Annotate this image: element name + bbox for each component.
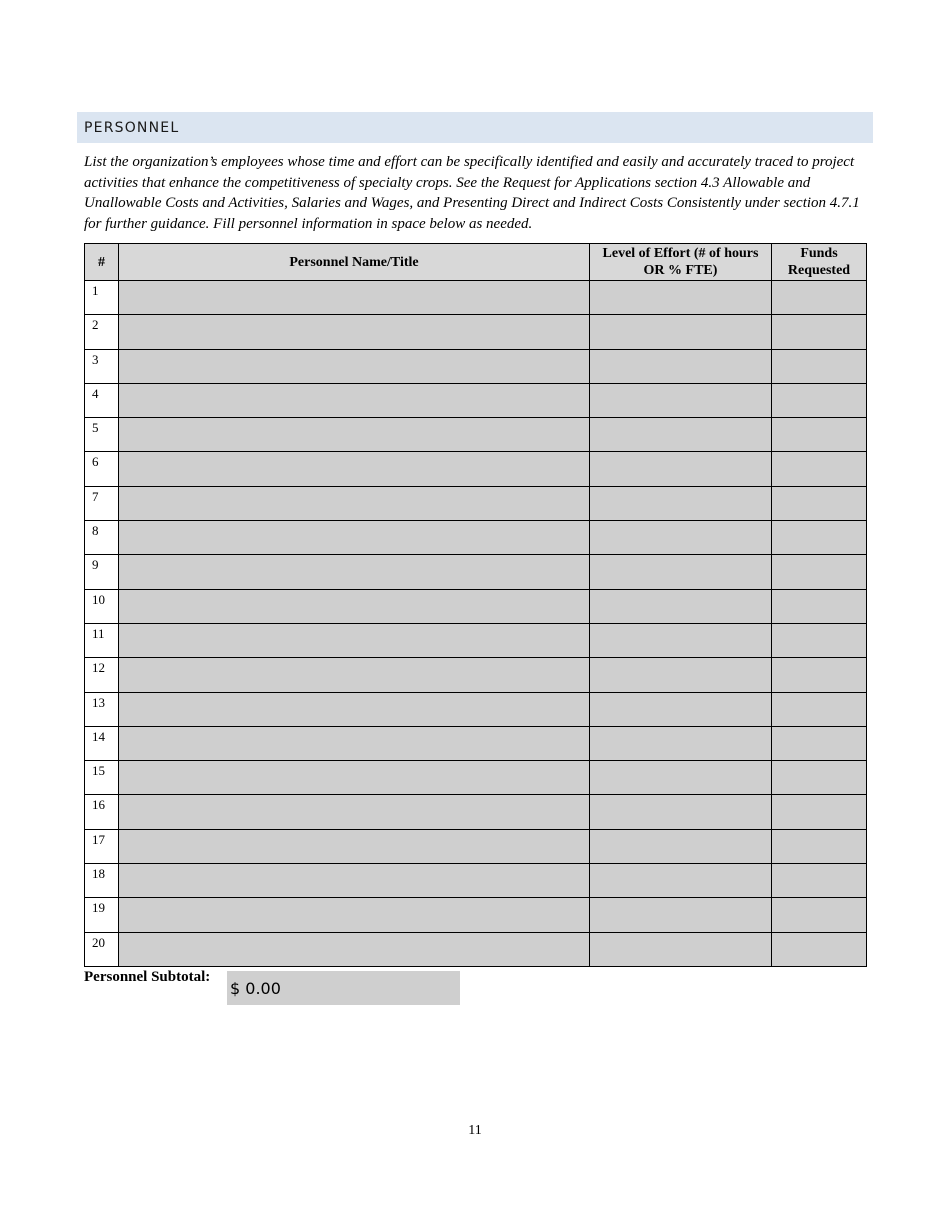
personnel-name-field[interactable] bbox=[119, 521, 590, 555]
page-number: 11 bbox=[468, 1123, 482, 1138]
personnel-name-field[interactable] bbox=[119, 315, 590, 349]
level-of-effort-field[interactable] bbox=[590, 589, 772, 623]
row-number: 16 bbox=[85, 795, 119, 829]
subtotal-field[interactable]: $ 0.00 bbox=[227, 971, 460, 1005]
table-row bbox=[85, 281, 867, 315]
table-row bbox=[85, 315, 867, 349]
level-of-effort-field[interactable] bbox=[590, 692, 772, 726]
personnel-name-field[interactable] bbox=[119, 829, 590, 863]
table-row bbox=[85, 829, 867, 863]
level-of-effort-field[interactable] bbox=[590, 864, 772, 898]
level-of-effort-field[interactable] bbox=[590, 349, 772, 383]
level-of-effort-field[interactable] bbox=[590, 658, 772, 692]
funds-requested-field[interactable] bbox=[772, 864, 867, 898]
level-of-effort-field[interactable] bbox=[590, 932, 772, 966]
funds-requested-field[interactable] bbox=[772, 589, 867, 623]
level-of-effort-field[interactable] bbox=[590, 829, 772, 863]
row-number: 15 bbox=[85, 761, 119, 795]
funds-requested-field[interactable] bbox=[772, 829, 867, 863]
personnel-name-field[interactable] bbox=[119, 281, 590, 315]
personnel-name-field[interactable] bbox=[119, 418, 590, 452]
personnel-name-field[interactable] bbox=[119, 383, 590, 417]
level-of-effort-field[interactable] bbox=[590, 795, 772, 829]
table-row bbox=[85, 658, 867, 692]
level-of-effort-field[interactable] bbox=[590, 281, 772, 315]
header-number: # bbox=[85, 244, 119, 281]
level-of-effort-field[interactable] bbox=[590, 315, 772, 349]
personnel-name-field[interactable] bbox=[119, 486, 590, 520]
funds-requested-field[interactable] bbox=[772, 692, 867, 726]
row-number: 6 bbox=[85, 452, 119, 486]
personnel-name-field[interactable] bbox=[119, 589, 590, 623]
table-row bbox=[85, 692, 867, 726]
table-row bbox=[85, 932, 867, 966]
funds-requested-field[interactable] bbox=[772, 623, 867, 657]
table-row bbox=[85, 589, 867, 623]
row-number: 10 bbox=[85, 589, 119, 623]
level-of-effort-field[interactable] bbox=[590, 726, 772, 760]
row-number: 8 bbox=[85, 521, 119, 555]
personnel-name-field[interactable] bbox=[119, 795, 590, 829]
personnel-name-field[interactable] bbox=[119, 623, 590, 657]
personnel-name-field[interactable] bbox=[119, 761, 590, 795]
row-number: 2 bbox=[85, 315, 119, 349]
header-personnel-name: Personnel Name/Title bbox=[119, 244, 590, 281]
funds-requested-field[interactable] bbox=[772, 898, 867, 932]
row-number: 4 bbox=[85, 383, 119, 417]
instructions-text: List the organization’s employees whose time and effort can be specifically identified and easily and accurately traced to project activities that enhance the competitiveness of specialty crops. See the Request for Applications section 4.3 Allowable and Unallowable Costs and Activities, Salaries and Wages, and Presenting Direct and Indirect Costs Consistently under section 4.7.1 for further guidance. Fill personnel information in space below as needed. bbox=[84, 154, 860, 232]
row-number: 3 bbox=[85, 349, 119, 383]
table-row bbox=[85, 521, 867, 555]
row-number: 14 bbox=[85, 726, 119, 760]
row-number: 20 bbox=[85, 932, 119, 966]
table-row bbox=[85, 486, 867, 520]
personnel-rows bbox=[85, 281, 867, 967]
funds-requested-field[interactable] bbox=[772, 452, 867, 486]
personnel-name-field[interactable] bbox=[119, 555, 590, 589]
table-row bbox=[85, 864, 867, 898]
table-row bbox=[85, 452, 867, 486]
personnel-name-field[interactable] bbox=[119, 726, 590, 760]
table-row bbox=[85, 349, 867, 383]
section-title: PERSONNEL bbox=[84, 119, 180, 136]
funds-requested-field[interactable] bbox=[772, 315, 867, 349]
level-of-effort-field[interactable] bbox=[590, 383, 772, 417]
funds-requested-field[interactable] bbox=[772, 761, 867, 795]
header-funds-requested: Funds Requested bbox=[772, 244, 867, 281]
personnel-name-field[interactable] bbox=[119, 864, 590, 898]
level-of-effort-field[interactable] bbox=[590, 555, 772, 589]
level-of-effort-field[interactable] bbox=[590, 452, 772, 486]
table-row bbox=[85, 418, 867, 452]
row-number: 7 bbox=[85, 486, 119, 520]
table-row bbox=[85, 898, 867, 932]
row-number: 13 bbox=[85, 692, 119, 726]
level-of-effort-field[interactable] bbox=[590, 761, 772, 795]
row-number: 5 bbox=[85, 418, 119, 452]
funds-requested-field[interactable] bbox=[772, 281, 867, 315]
table-row bbox=[85, 623, 867, 657]
row-number: 1 bbox=[85, 281, 119, 315]
row-number: 19 bbox=[85, 898, 119, 932]
table-row bbox=[85, 761, 867, 795]
funds-requested-field[interactable] bbox=[772, 418, 867, 452]
section-header bbox=[77, 112, 873, 143]
personnel-name-field[interactable] bbox=[119, 452, 590, 486]
row-number: 17 bbox=[85, 829, 119, 863]
row-number: 12 bbox=[85, 658, 119, 692]
funds-requested-field[interactable] bbox=[772, 658, 867, 692]
personnel-name-field[interactable] bbox=[119, 349, 590, 383]
table-header-row bbox=[85, 244, 867, 281]
personnel-name-field[interactable] bbox=[119, 932, 590, 966]
header-level-of-effort: Level of Effort (# of hours OR % FTE) bbox=[590, 244, 772, 281]
personnel-name-field[interactable] bbox=[119, 692, 590, 726]
funds-requested-field[interactable] bbox=[772, 349, 867, 383]
table-row bbox=[85, 383, 867, 417]
row-number: 11 bbox=[85, 623, 119, 657]
row-number: 9 bbox=[85, 555, 119, 589]
personnel-name-field[interactable] bbox=[119, 658, 590, 692]
funds-requested-field[interactable] bbox=[772, 521, 867, 555]
row-number: 18 bbox=[85, 864, 119, 898]
table-row bbox=[85, 555, 867, 589]
level-of-effort-field[interactable] bbox=[590, 898, 772, 932]
table-row bbox=[85, 726, 867, 760]
funds-requested-field[interactable] bbox=[772, 383, 867, 417]
funds-requested-field[interactable] bbox=[772, 726, 867, 760]
funds-requested-field[interactable] bbox=[772, 555, 867, 589]
level-of-effort-field[interactable] bbox=[590, 418, 772, 452]
personnel-name-field[interactable] bbox=[119, 898, 590, 932]
table-row bbox=[85, 795, 867, 829]
level-of-effort-field[interactable] bbox=[590, 623, 772, 657]
subtotal-label: Personnel Subtotal: bbox=[84, 969, 211, 985]
level-of-effort-field[interactable] bbox=[590, 521, 772, 555]
funds-requested-field[interactable] bbox=[772, 932, 867, 966]
personnel-table bbox=[84, 243, 867, 967]
funds-requested-field[interactable] bbox=[772, 795, 867, 829]
funds-requested-field[interactable] bbox=[772, 486, 867, 520]
level-of-effort-field[interactable] bbox=[590, 486, 772, 520]
